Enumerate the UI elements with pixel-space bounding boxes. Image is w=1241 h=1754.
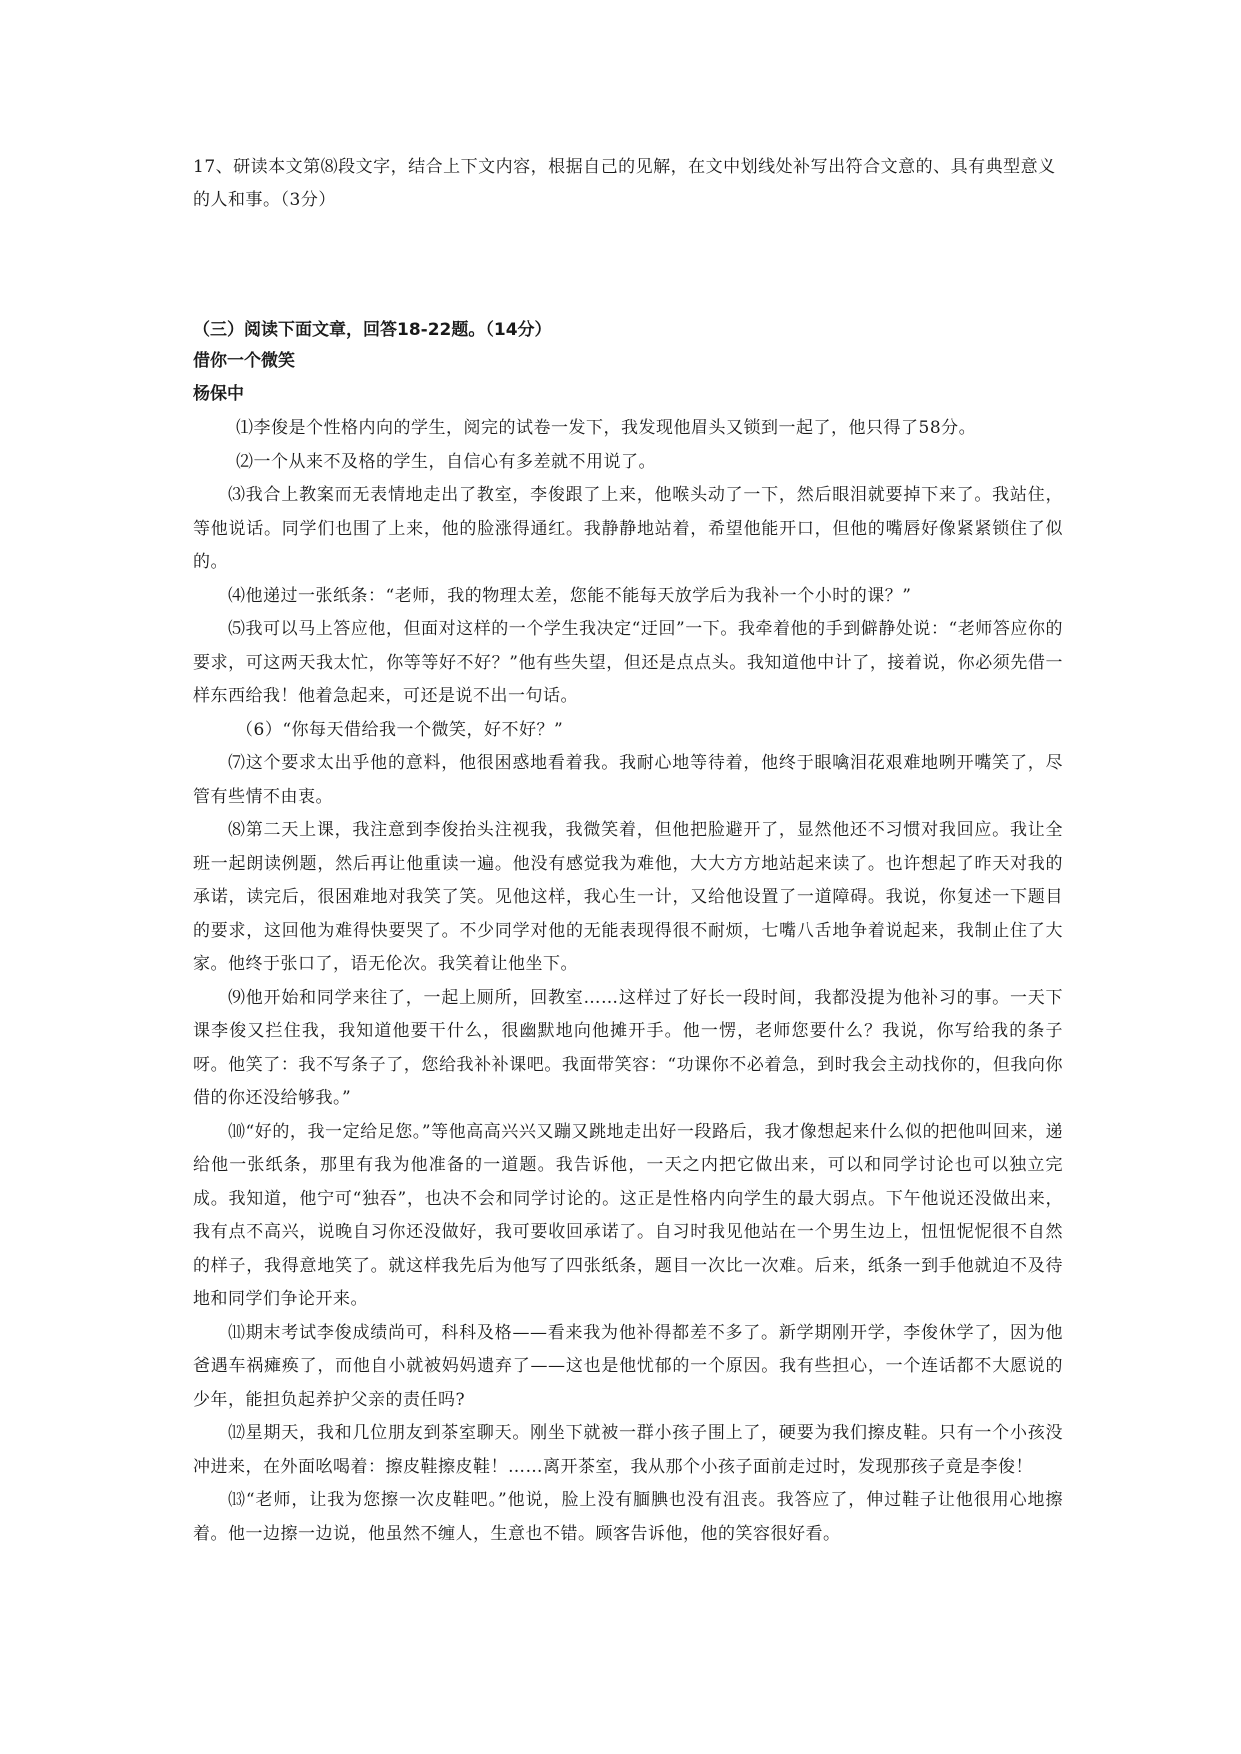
paragraph-5: ⑸我可以马上答应他，但面对这样的一个学生我决定“迂回”一下。我牵着他的手到僻静处说：“老师答应你的要求，可这两天我太忙，你等等好不好？”他有些失望，但还是点点头。我知道他中计了，接着说，你必须先借一样东西给我！他着急起来，可还是说不出一句话。 <box>193 619 1063 706</box>
article-body <box>193 412 1063 1551</box>
paragraph-6: （6）“你每天借给我一个微笑，好不好？” <box>236 719 564 740</box>
paragraph-12: ⑿星期天，我和几位朋友到茶室聊天。刚坐下就被一群小孩子围上了，硬要为我们擦皮鞋。只有一个小孩没冲进来，在外面吆喝着：擦皮鞋擦皮鞋！……离开茶室，我从那个小孩子面前走过时，发现那孩子竟是李俊！ <box>193 1423 1063 1477</box>
paragraph-11: ⑾期末考试李俊成绩尚可，科科及格——看来我为他补得都差不多了。新学期刚开学，李俊休学了，因为他爸遇车祸瘫痪了，而他自小就被妈妈遗弃了——这也是他忧郁的一个原因。我有些担心，一个连话都不大愿说的少年，能担负起养护父亲的责任吗? <box>193 1322 1063 1410</box>
article-author: 杨保中 <box>193 384 244 404</box>
paragraph-2: ⑵一个从来不及格的学生，自信心有多差就不用说了。 <box>236 451 656 472</box>
question-17: 17、研读本文第⑻段文字，结合上下文内容，根据自己的见解，在文中划线处补写出符合文意的、具有典型意义的人和事。（3分） <box>193 157 1056 210</box>
paragraph-1: ⑴李俊是个性格内向的学生，阅完的试卷一发下，我发现他眉头又锁到一起了，他只得了58分。 <box>236 418 977 438</box>
article-title: 借你一个微笑 <box>193 351 295 371</box>
paragraph-9: ⑼他开始和同学来往了，一起上厕所，回教室……这样过了好长一段时间，我都没提为他补习的事。一天下课李俊又拦住我，我知道他要干什么，很幽默地向他摊开手。他一愣，老师您要什么？我说，你写给我的条子呀。他笑了：我不写条子了，您给我补补课吧。我面带笑容：“功课你不必着急，到时我会主动找你的，但我向你借的你还没给够我。” <box>193 987 1063 1108</box>
section-heading: （三）阅读下面文章，回答18-22题。（14分） <box>193 320 552 340</box>
paragraph-7: ⑺这个要求太出乎他的意料，他很困惑地看着我。我耐心地等待着，他终于眼噙泪花艰难地咧开嘴笑了，尽管有些情不由衷。 <box>193 753 1063 807</box>
paragraph-10: ⑽“好的，我一定给足您。”等他高高兴兴又蹦又跳地走出好一段路后，我才像想起来什么似的把他叫回来，递给他一张纸条，那里有我为他准备的一道题。我告诉他，一天之内把它做出来，可以和同学讨论也可以独立完成。我知道，他宁可“独吞”，也决不会和同学讨论的。这正是性格内向学生的最大弱点。下午他说还没做出来，我有点不高兴，说晚自习你还没做好，我可要收回承诺了。自习时我见他站在一个男生边上，忸忸怩怩很不自然的样子，我得意地笑了。就这样我先后为他写了四张纸条，题目一次比一次难。后来，纸条一到手他就迫不及待地和同学们争论开来。 <box>193 1121 1063 1309</box>
paragraph-8: ⑻第二天上课，我注意到李俊抬头注视我，我微笑着，但他把脸避开了，显然他还不习惯对我回应。我让全班一起朗读例题，然后再让他重读一遍。他没有感觉我为难他，大大方方地站起来读了。也许想起了昨天对我的承诺，读完后，很困难地对我笑了笑。见他这样，我心生一计，又给他设置了一道障碍。我说，你复述一下题目的要求，这回他为难得快要哭了。不少同学对他的无能表现得很不耐烦，七嘴八舌地争着说起来，我制止住了大家。他终于张口了，语无伦次。我笑着让他坐下。 <box>193 820 1063 974</box>
paragraph-4: ⑷他递过一张纸条：“老师，我的物理太差，您能不能每天放学后为我补一个小时的课？” <box>228 585 912 606</box>
paragraph-3: ⑶我合上教案而无表情地走出了教室，李俊跟了上来，他喉头动了一下，然后眼泪就要掉下来了。我站住，等他说话。同学们也围了上来，他的脸涨得通红。我静静地站着，希望他能开口，但他的嘴唇好像紧紧锁住了似的。 <box>193 485 1063 572</box>
paragraph-13: ⒀“老师，让我为您擦一次皮鞋吧。”他说，脸上没有腼腆也没有沮丧。我答应了，伸过鞋子让他很用心地擦着。他一边擦一边说，他虽然不缠人，生意也不错。顾客告诉他，他的笑容很好看。 <box>193 1490 1063 1544</box>
